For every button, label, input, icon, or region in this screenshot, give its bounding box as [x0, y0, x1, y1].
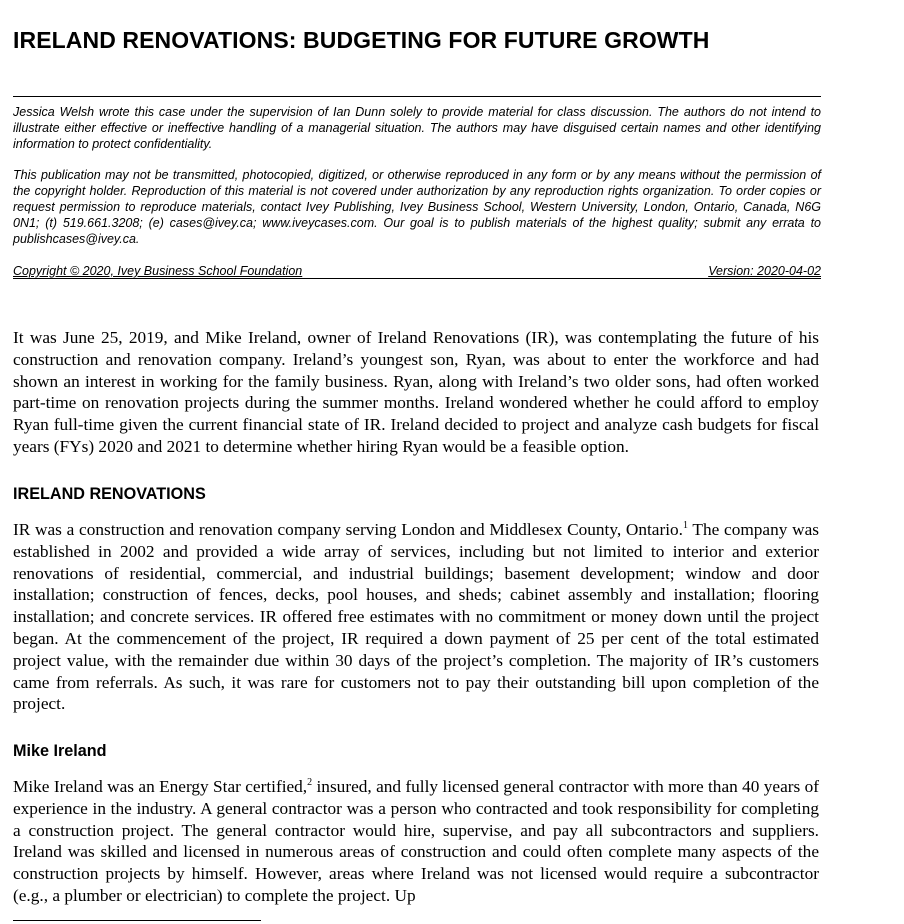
company-paragraph-start: IR was a construction and renovation company serving London and Middlesex County, Ontario.: [13, 520, 683, 539]
subheading-mike-ireland: Mike Ireland: [13, 742, 107, 760]
version-label: Version: 2020-04-02: [708, 264, 821, 278]
disclaimer-reproduction: This publication may not be transmitted, photocopied, digitized, or otherwise reproduced in any form or by any means without the permission of the copyright holder. Reproduction of this material is not covered under authorization by any reproduction rights organization. To order copies or request permission to reproduce materials, contact Ivey Publishing, Ivey Business School, Western University, London, Ontario, Canada, N6G 0N1; (t) 519.661.3208; (e) cases@ivey.ca; www.iveycases.com. Our goal is to publish materials of the highest quality; submit any errata to publishcases@ivey.ca.: [13, 168, 821, 246]
mike-ireland-paragraph: [13, 776, 819, 907]
mike-paragraph-start: Mike Ireland was an Energy Star certified,: [13, 777, 308, 796]
company-paragraph-end: The company was established in 2002 and provided a wide array of services, including but not limited to interior and exterior renovations of residential, commercial, and industrial buildings; basement development; window and door installation; construction of fences, decks, pool houses, and sheds; cabinet assembly and installation; flooring installation; and concrete services. IR offered free estimates with no commitment or money down until the project began. At the commencement of the project, IR required a down payment of 25 per cent of the total estimated project value, with the remainder due within 30 days of the project’s completion. The majority of IR’s customers came from referrals. As such, it was rare for customers not to pay their outstanding bill upon completion of the project.: [13, 520, 819, 714]
disclaimer-authorship: Jessica Welsh wrote this case under the supervision of Ian Dunn solely to provide material for class discussion. The authors do not intend to illustrate either effective or ineffective handling of a managerial situation. The authors may have disguised certain names and other identifying information to protect confidentiality.: [13, 105, 821, 151]
footnote-ref-2: 2: [307, 777, 313, 788]
header-rule-bottom: [13, 278, 821, 279]
header-rule-top: [13, 96, 821, 97]
section-heading: IRELAND RENOVATIONS: [13, 485, 206, 503]
intro-paragraph: It was June 25, 2019, and Mike Ireland, owner of Ireland Renovations (IR), was contemplating the future of his construction and renovation company. Ireland’s youngest son, Ryan, was about to enter the workforce and had shown an interest in working for the family business. Ryan, along with Ireland’s two older sons, had often worked part-time on renovation projects during the summer months. Ireland wondered whether he could afford to employ Ryan full-time given the current financial state of IR. Ireland decided to project and analyze cash budgets for fiscal years (FYs) 2020 and 2021 to determine whether hiring Ryan would be a feasible option.: [13, 328, 819, 456]
company-paragraph: [13, 519, 819, 715]
mike-paragraph-end: insured, and fully licensed general contractor with more than 40 years of experience in the industry. A general contractor was a person who contracted and took responsibility for completing a construction project. The general contractor would hire, supervise, and pay all subcontractors and suppliers. Ireland was skilled and licensed in numerous areas of construction and could often complete many aspects of the construction projects by himself. However, areas where Ireland was not licensed would require a subcontractor (e.g., a plumber or electrician) to complete the project. Up: [13, 777, 819, 905]
footnote-separator: [13, 920, 261, 921]
document-title: IRELAND RENOVATIONS: BUDGETING FOR FUTURE GROWTH: [13, 27, 710, 53]
footnote-ref-1: 1: [683, 520, 688, 531]
copyright-notice: Copyright © 2020, Ivey Business School Foundation: [13, 264, 303, 278]
